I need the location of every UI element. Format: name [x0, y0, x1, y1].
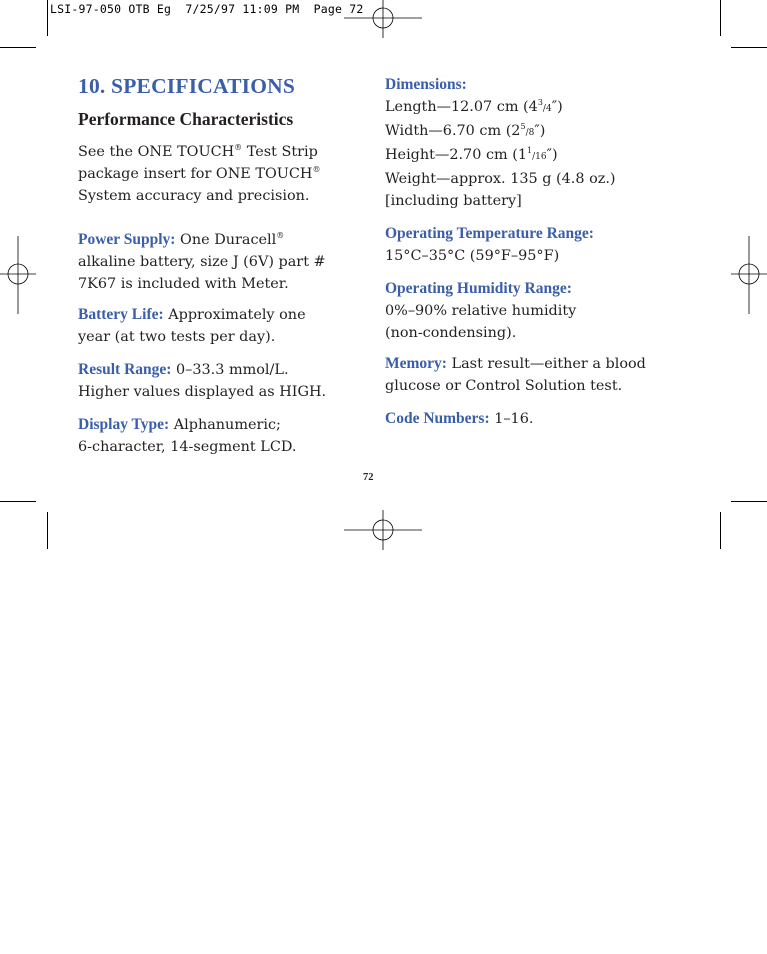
display-type-label: Display Type: [78, 416, 170, 433]
temperature-spec: Operating Temperature Range: 15°C–35°C (59°F–95°F) [385, 225, 594, 264]
dimensions-label: Dimensions: [385, 76, 467, 93]
performance-subheading: Performance Characteristics [78, 109, 294, 129]
memory-label: Memory: [385, 355, 447, 372]
battery-life-label: Battery Life: [78, 306, 164, 323]
registration-target-top [344, 0, 422, 40]
registration-target-left [0, 236, 36, 316]
temperature-label: Operating Temperature Range: [385, 225, 594, 242]
humidity-spec: Operating Humidity Range: 0%–90% relative humidity (non-condensing). [385, 280, 577, 341]
code-numbers-label: Code Numbers: [385, 410, 490, 427]
left-column [78, 74, 348, 458]
power-supply-spec: Power Supply: One Duracell® alkaline battery, size J (6V) part # 7K67 is included with Meter. [78, 231, 326, 292]
right-column [385, 74, 685, 430]
code-numbers-spec: Code Numbers: 1–16. [385, 410, 534, 427]
result-range-label: Result Range: [78, 361, 172, 378]
result-range-spec: Result Range: 0–33.3 mmol/L. Higher values displayed as HIGH. [78, 361, 327, 400]
power-supply-label: Power Supply: [78, 231, 176, 248]
performance-paragraph: See the ONE TOUCH® Test Strip package insert for ONE TOUCH® System accuracy and precision. [78, 143, 321, 204]
display-type-spec: Display Type: Alphanumeric; 6-character, 14-segment LCD. [78, 416, 297, 455]
registration-target-bottom [344, 510, 422, 550]
print-slug: LSI-97-050 OTB Eg 7/25/97 11:09 PM Page 72 [50, 2, 364, 16]
humidity-label: Operating Humidity Range: [385, 280, 572, 297]
battery-life-spec: Battery Life: Approximately one year (at two tests per day). [78, 306, 306, 345]
dimensions-spec: Dimensions: Length—12.07 cm $(4^3/4'')$ Width—6.70 cm $(2^5/8'')$ Height—2.70 cm $(1^1/16'')$ Weight—approx. 135 g (4.8 oz.) [including battery] [385, 76, 616, 209]
memory-spec: Memory: Last result—either a blood glucose or Control Solution test. [385, 355, 646, 394]
page-number: 72 [363, 472, 374, 483]
section-heading: 10. SPECIFICATIONS [78, 74, 296, 98]
registration-target-right [731, 236, 767, 316]
